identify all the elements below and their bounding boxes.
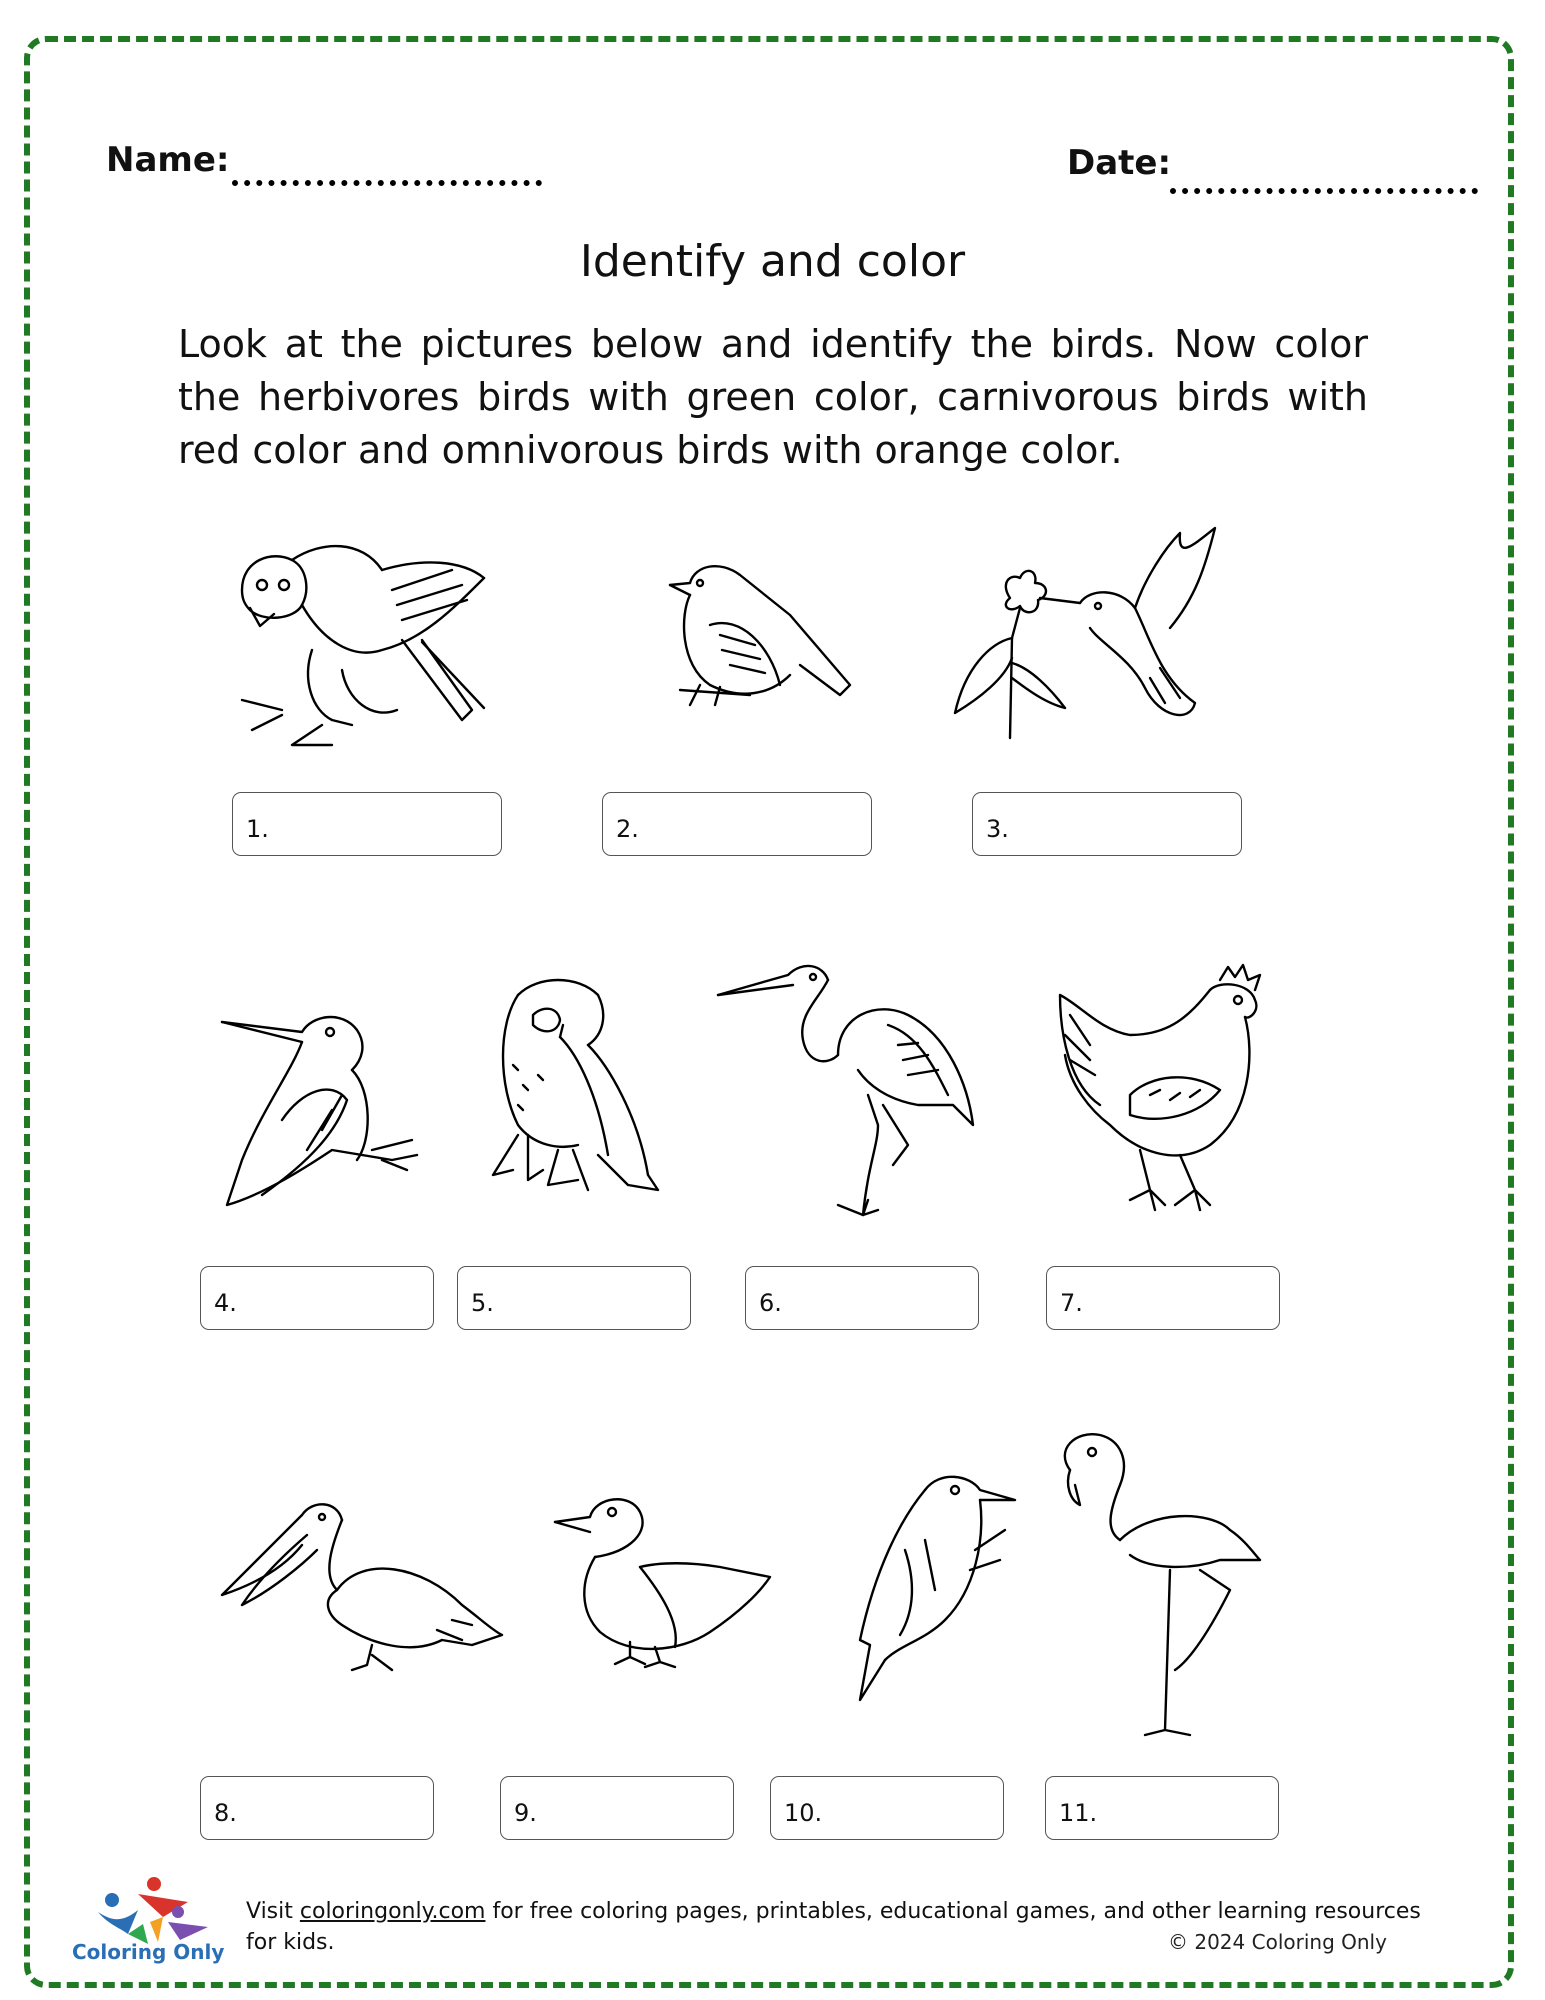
heron-image: [718, 955, 978, 1215]
name-field[interactable]: [232, 180, 542, 186]
answer-box-8[interactable]: 8.: [200, 1776, 434, 1840]
name-label: Name:: [106, 140, 230, 180]
woodpecker-image: [855, 1470, 1015, 1705]
instructions: Look at the pictures below and identify the birds. Now color the herbivores birds with green color, carnivorous birds with red color and omnivorous birds with orange color.: [178, 322, 1368, 472]
answer-box-5[interactable]: 5.: [457, 1266, 691, 1330]
copyright: © 2024 Coloring Only: [1168, 1930, 1387, 1954]
date-label: Date:: [1067, 143, 1172, 183]
footer-visit: Visit: [246, 1899, 293, 1924]
footer-link[interactable]: coloringonly.com: [299, 1899, 486, 1924]
eagle-image: [222, 530, 512, 760]
answer-box-1[interactable]: 1.: [232, 792, 502, 856]
duck-image: [550, 1492, 775, 1667]
answer-box-4[interactable]: 4.: [200, 1266, 434, 1330]
answer-box-7[interactable]: 7.: [1046, 1266, 1280, 1330]
logo-text: Coloring Only: [72, 1940, 225, 1964]
sparrow-image: [660, 555, 860, 715]
answer-box-6[interactable]: 6.: [745, 1266, 979, 1330]
answer-box-3[interactable]: 3.: [972, 792, 1242, 856]
owl-image: [488, 975, 678, 1205]
hummingbird-image: [950, 528, 1230, 743]
flamingo-image: [1050, 1430, 1260, 1740]
worksheet-title: Identify and color: [579, 236, 966, 287]
hen-image: [1050, 965, 1270, 1210]
footer-rest: for free coloring pages, printables, educational games, and other learning resources for kids.: [246, 1899, 1421, 1955]
answer-box-9[interactable]: 9.: [500, 1776, 734, 1840]
pelican-image: [222, 1495, 502, 1670]
answer-box-11[interactable]: 11.: [1045, 1776, 1279, 1840]
answer-box-10[interactable]: 10.: [770, 1776, 1004, 1840]
kingfisher-image: [222, 1010, 422, 1210]
date-field[interactable]: [1170, 188, 1478, 194]
answer-box-2[interactable]: 2.: [602, 792, 872, 856]
